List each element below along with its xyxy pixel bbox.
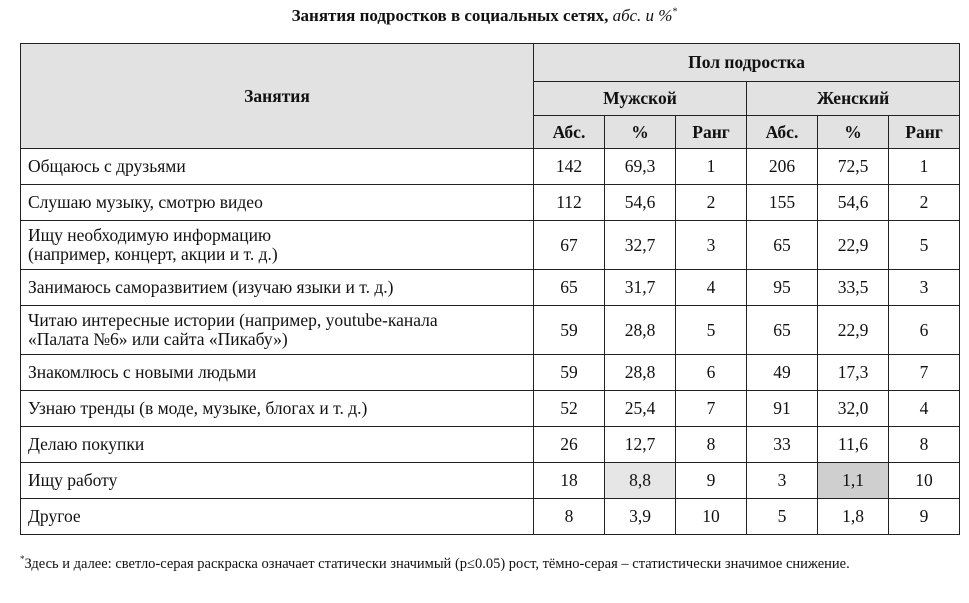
female-abs: 91 [747, 391, 818, 427]
male-pct: 25,4 [605, 391, 676, 427]
female-pct: 32,0 [818, 391, 889, 427]
female-rank: 9 [889, 499, 960, 535]
header-female-abs: Абс. [747, 116, 818, 149]
header-activity: Занятия [21, 44, 534, 149]
row-label: Знакомлюсь с новыми людьми [21, 355, 534, 391]
female-rank: 8 [889, 427, 960, 463]
row-label: Занимаюсь саморазвитием (изучаю языки и т. д.) [21, 270, 534, 306]
row-label: Общаюсь с друзьями [21, 149, 534, 185]
female-abs: 33 [747, 427, 818, 463]
male-abs: 59 [534, 355, 605, 391]
female-rank: 10 [889, 463, 960, 499]
male-rank: 2 [676, 185, 747, 221]
table-row [21, 499, 960, 535]
table-row [21, 270, 960, 306]
male-pct: 32,7 [605, 221, 676, 270]
male-pct: 31,7 [605, 270, 676, 306]
female-rank: 2 [889, 185, 960, 221]
header-female-rank: Ранг [889, 116, 960, 149]
activities-table [20, 43, 960, 535]
header-female: Женский [747, 82, 960, 116]
male-pct: 3,9 [605, 499, 676, 535]
table-row [21, 427, 960, 463]
header-male: Мужской [534, 82, 747, 116]
male-rank: 7 [676, 391, 747, 427]
title-footnote-marker: * [672, 6, 678, 18]
male-abs: 65 [534, 270, 605, 306]
male-pct: 54,6 [605, 185, 676, 221]
male-pct-highlight: 8,8 [605, 463, 676, 499]
table-row [21, 221, 960, 270]
female-pct: 22,9 [818, 306, 889, 355]
table-title [0, 6, 969, 26]
header-male-rank: Ранг [676, 116, 747, 149]
female-rank: 5 [889, 221, 960, 270]
row-label: Слушаю музыку, смотрю видео [21, 185, 534, 221]
male-rank: 1 [676, 149, 747, 185]
male-abs: 8 [534, 499, 605, 535]
male-rank: 6 [676, 355, 747, 391]
male-rank: 3 [676, 221, 747, 270]
female-rank: 3 [889, 270, 960, 306]
male-abs: 112 [534, 185, 605, 221]
female-pct: 11,6 [818, 427, 889, 463]
male-pct: 28,8 [605, 355, 676, 391]
row-label-line2: «Палата №6» или сайта «Пикабу») [28, 329, 288, 349]
male-abs: 142 [534, 149, 605, 185]
female-pct: 1,8 [818, 499, 889, 535]
row-label: Делаю покупки [21, 427, 534, 463]
header-male-pct: % [605, 116, 676, 149]
table-row [21, 391, 960, 427]
row-label: Другое [21, 499, 534, 535]
male-rank: 5 [676, 306, 747, 355]
header-group: Пол подростка [534, 44, 960, 82]
female-abs: 3 [747, 463, 818, 499]
row-label [21, 221, 534, 270]
row-label-line1: Ищу необходимую информацию [28, 225, 272, 245]
female-rank: 1 [889, 149, 960, 185]
title-main: Занятия подростков в социальных сетях, [291, 6, 609, 25]
footnote-text: Здесь и далее: светло-серая раскраска означает статически значимый (p≤0.05) рост, тёмно-серая – статистически значимое снижение. [24, 555, 850, 572]
female-abs: 206 [747, 149, 818, 185]
row-label [21, 306, 534, 355]
male-rank: 10 [676, 499, 747, 535]
male-abs: 52 [534, 391, 605, 427]
male-abs: 18 [534, 463, 605, 499]
table-row [21, 185, 960, 221]
male-pct: 12,7 [605, 427, 676, 463]
female-pct: 17,3 [818, 355, 889, 391]
row-label-line1: Читаю интересные истории (например, youtube-канала [28, 310, 438, 330]
row-label-line2: (например, концерт, акции и т. д.) [28, 244, 278, 264]
female-pct-highlight: 1,1 [818, 463, 889, 499]
female-pct: 33,5 [818, 270, 889, 306]
male-abs: 59 [534, 306, 605, 355]
table-row [21, 463, 960, 499]
male-abs: 26 [534, 427, 605, 463]
male-pct: 69,3 [605, 149, 676, 185]
male-rank: 9 [676, 463, 747, 499]
table-row [21, 149, 960, 185]
female-rank: 7 [889, 355, 960, 391]
female-pct: 72,5 [818, 149, 889, 185]
female-abs: 65 [747, 306, 818, 355]
female-abs: 95 [747, 270, 818, 306]
female-rank: 4 [889, 391, 960, 427]
header-female-pct: % [818, 116, 889, 149]
female-pct: 22,9 [818, 221, 889, 270]
female-abs: 5 [747, 499, 818, 535]
female-abs: 155 [747, 185, 818, 221]
female-rank: 6 [889, 306, 960, 355]
female-abs: 49 [747, 355, 818, 391]
male-rank: 4 [676, 270, 747, 306]
row-label: Ищу работу [21, 463, 534, 499]
header-male-abs: Абс. [534, 116, 605, 149]
female-pct: 54,6 [818, 185, 889, 221]
male-rank: 8 [676, 427, 747, 463]
footnote-marker: * [20, 554, 25, 564]
table-row [21, 306, 960, 355]
table-row [21, 355, 960, 391]
female-abs: 65 [747, 221, 818, 270]
title-units: абс. и % [612, 6, 673, 25]
male-abs: 67 [534, 221, 605, 270]
row-label: Узнаю тренды (в моде, музыке, блогах и т. д.) [21, 391, 534, 427]
male-pct: 28,8 [605, 306, 676, 355]
footnote [20, 549, 965, 575]
